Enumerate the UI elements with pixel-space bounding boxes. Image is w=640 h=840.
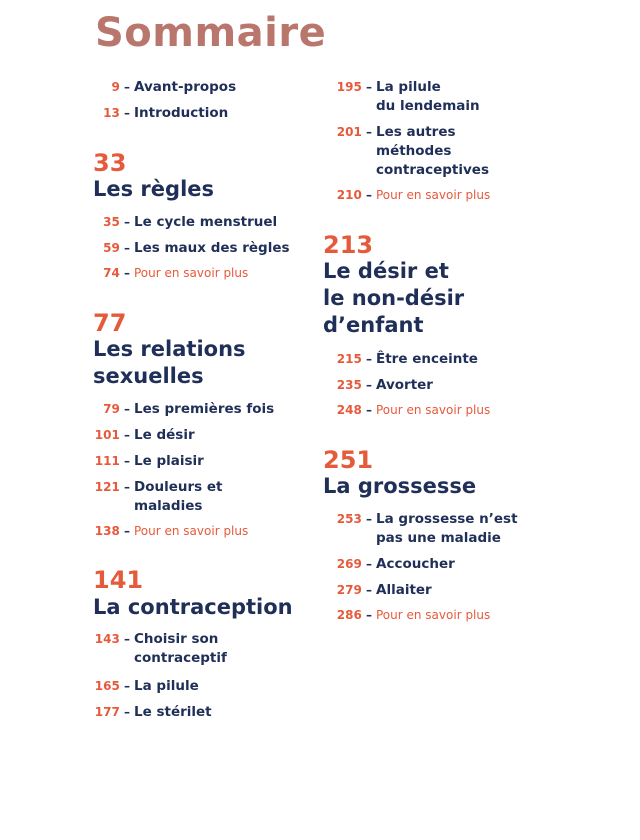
toc-entry[interactable] [0,522,248,541]
toc-entry[interactable] [0,703,212,722]
toc-entry[interactable] [0,400,274,419]
section-title-line-1: Les relations [93,337,246,361]
toc-entry[interactable] [320,350,478,369]
page-number: 143 – [94,632,130,646]
entry-label: Douleurs et maladies [134,479,223,514]
section-title-line-1: Le désir et [323,259,449,283]
toc-entry[interactable] [320,581,432,600]
toc-entry[interactable] [0,104,228,123]
toc-entry[interactable] [0,264,248,283]
entry-label: Pour en savoir plus [376,188,491,202]
toc-entry[interactable] [0,213,277,232]
entry-label: Introduction [134,105,229,121]
page-number: 111 – [94,454,130,468]
page-number: 286 – [336,608,372,622]
toc-entry[interactable] [320,376,433,395]
page-number: 165 – [94,679,130,693]
entry-label: Les premières fois [134,401,275,417]
toc-entry[interactable] [0,426,195,445]
entry-label: Le cycle menstruel [134,214,278,230]
entry-label: La grossesse n’est pas une maladie [376,511,518,546]
entry-label: Le désir [134,427,195,443]
section-title-line-2: sexuelles [93,364,204,388]
toc-entry[interactable] [320,401,490,420]
page-number: 195 – [336,80,372,94]
section-page-number: 213 [323,231,374,259]
toc-entry[interactable] [320,510,518,548]
page-number: 253 – [336,512,372,526]
toc-entry[interactable] [320,186,490,205]
entry-label: Les maux des règles [134,240,290,256]
entry-label: Le plaisir [134,453,204,469]
page-number: 13 – [103,106,130,120]
section-page-number: 141 [93,566,144,594]
entry-label: Pour en savoir plus [134,524,249,538]
page-number: 215 – [336,352,372,366]
entry-label: La pilule [134,678,199,694]
entry-label: Avorter [376,377,433,393]
entry-label: Pour en savoir plus [134,266,249,280]
page-number: 279 – [336,583,372,597]
page-number: 59 – [103,241,130,255]
entry-label: Allaiter [376,582,432,598]
section-title: La contraception [93,595,293,619]
page-number: 79 – [103,402,130,416]
toc-entry[interactable] [0,239,290,258]
toc-entry[interactable] [320,606,490,625]
page-number: 177 – [94,705,130,719]
section-title: La grossesse [323,474,477,498]
section-title: Les règles [93,177,215,201]
page-number: 9 – [111,80,130,94]
page-number: 235 – [336,378,372,392]
toc-entry[interactable] [320,555,455,574]
toc-entry[interactable] [320,78,480,116]
entry-label: Être enceinte [376,351,478,367]
page-number: 210 – [336,188,372,202]
toc-entry[interactable] [0,677,199,696]
page-number: 248 – [336,403,372,417]
page-number: 74 – [103,266,130,280]
entry-label: Les autres méthodes contraceptives [376,124,490,178]
page-title: Sommaire [95,10,327,56]
page-number: 101 – [94,428,130,442]
toc-entry[interactable] [0,478,223,516]
toc-entry[interactable] [0,78,236,97]
entry-label: Accoucher [376,556,455,572]
entry-label: Choisir son contraceptif [134,631,227,666]
section-title-line-3: d’enfant [323,313,424,337]
page-number: 35 – [103,215,130,229]
entry-label: Pour en savoir plus [376,608,491,622]
page-number: 138 – [94,524,130,538]
section-page-number: 33 [93,149,127,177]
entry-label: Le stérilet [134,704,212,720]
page-number: 201 – [336,125,372,139]
page-number: 121 – [94,480,130,494]
page-number: 269 – [336,557,372,571]
toc-entry[interactable] [0,452,204,471]
entry-label: Avant-propos [134,79,237,95]
section-page-number: 251 [323,446,374,474]
section-title-line-2: le non-désir [323,286,465,310]
toc-entry[interactable] [320,123,489,180]
entry-label: La pilule du lendemain [376,79,480,114]
entry-label: Pour en savoir plus [376,403,491,417]
section-page-number: 77 [93,309,127,337]
toc-entry[interactable] [0,630,227,668]
